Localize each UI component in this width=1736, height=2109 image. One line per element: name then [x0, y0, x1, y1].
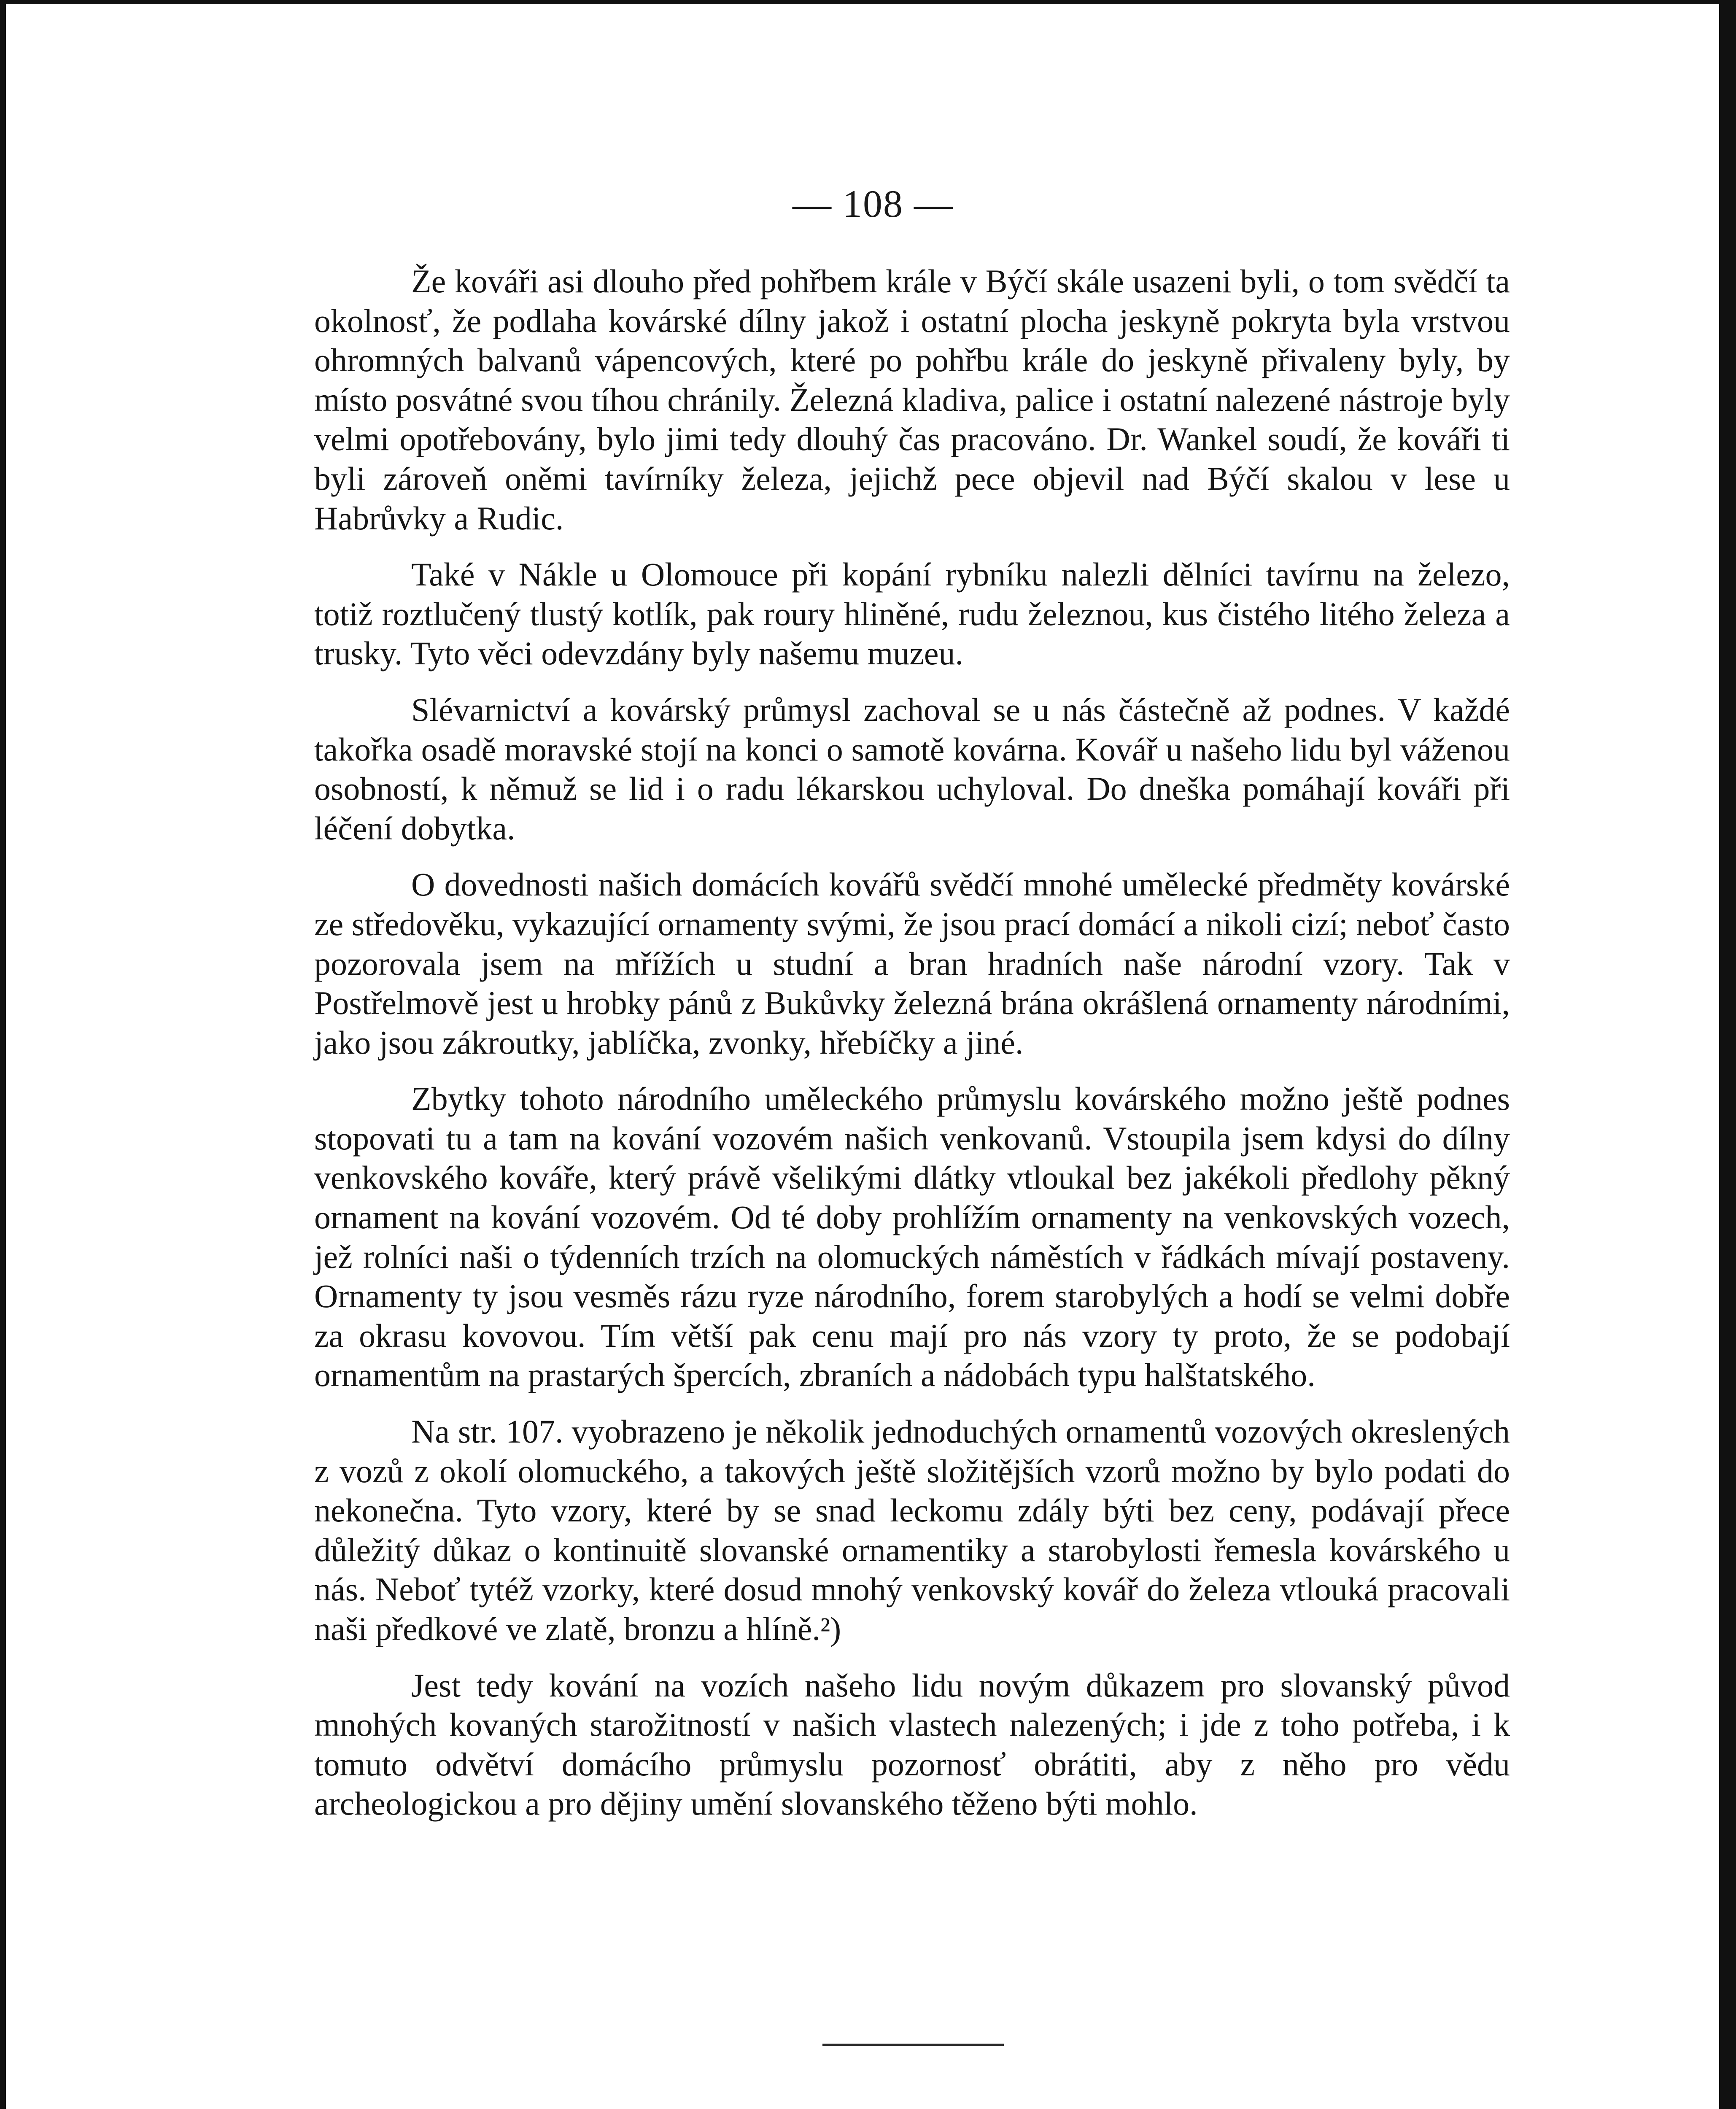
paragraph-2: Také v Nákle u Olomouce při kopání rybníku nalezli dělníci tavírnu na železo, totiž roztlučený tlustý kotlík, pak roury hliněné, rudu železnou, kus čistého litého železa a trusky. Tyto věci odevzdány byly našemu muzeu.: [314, 556, 1510, 672]
section-divider: [822, 2044, 1004, 2046]
paragraph-1: Že kováři asi dlouho před pohřbem krále v Býčí skále usazeni byli, o tom svědčí ta okolnosť, že podlaha kovárské dílny jakož i ostatní plocha jeskyně pokryta byla vrstvou ohromných balvanů vápencových, které po pohřbu krále do jeskyně přivaleny byly, by místo posvátné svou tíhou chránily. Železná kladiva, palice i ostatní nalezené nástroje byly velmi opotřebovány, bylo jimi tedy dlouhý čas pracováno. Dr. Wankel soudí, že kováři ti byli zároveň oněmi tavírníky železa, jejichž pece objevil nad Býčí skalou v lese u Habrůvky a Rudic.: [314, 263, 1510, 537]
paragraph-6: Na str. 107. vyobrazeno je několik jednoduchých ornamentů vozových okreslených z vozů z okolí olomuckého, a takových ještě složitějších vzorů možno by bylo podati do nekonečna. Tyto vzory, které by se snad leckomu zdály býti bez ceny, podávají přece důležitý důkaz o kontinuitě slovanské ornamentiky a starobylosti řemesla kovárského u nás. Neboť tytéž vzorky, které dosud mnohý venkovský kovář do železa vtlouká pracovali naši předkové ve zlatě, bronzu a hlíně.²): [314, 1413, 1510, 1647]
paragraph-5: Zbytky tohoto národního uměleckého průmyslu kovárského možno ještě podnes stopovati tu a tam na kování vozovém našich venkovanů. Vstoupila jsem kdysi do dílny venkovského kováře, který právě všelikými dlátky vtloukal bez jakékoli předlohy pěkný ornament na kování vozovém. Od té doby prohlížím ornamenty na venkovských vozech, jež rolníci naši o týdenních trzích na olomuckých náměstích v řádkách mívají postaveny. Ornamenty ty jsou vesměs rázu ryze národního, forem starobylých a hodí se velmi dobře za okrasu kovovou. Tím větší pak cenu mají pro nás vzory ty proto, že se podobají ornamentům na prastarých špercích, zbraních a nádobách typu halštatského.: [314, 1080, 1510, 1394]
paragraph-7: Jest tedy kování na vozích našeho lidu novým důkazem pro slovanský původ mnohých kovaných starožitností v našich vlastech nalezených; i jde z toho potřeba, i k tomuto odvětví domácího průmyslu pozornosť obrátiti, aby z něho pro vědu archeologickou a pro dějiny umění slovanského těženo býti mohlo.: [314, 1667, 1510, 1822]
page-number: — 108 —: [793, 182, 954, 225]
body-text: [314, 262, 1510, 1840]
paragraph-3: Slévarnictví a kovárský průmysl zachoval se u nás částečně až podnes. V každé takořka osadě moravské stojí na konci o samotě kovárna. Kovář u našeho lidu byl váženou osobností, k němuž se lid i o radu lékarskou uchyloval. Do dneška pomáhají kováři při léčení dobytka.: [314, 691, 1510, 847]
paragraph-4: O dovednosti našich domácích kovářů svědčí mnohé umělecké předměty kovárské ze středověku, vykazující ornamenty svými, že jsou prací domácí a nikoli cizí; neboť často pozorovala jsem na mřížích u studní a bran hradních naše národní vzory. Tak v Postřelmově jest u hrobky pánů z Bukůvky železná brána okrášlená ornamenty národními, jako jsou zákroutky, jablíčka, zvonky, hřebíčky a jiné.: [314, 866, 1510, 1061]
